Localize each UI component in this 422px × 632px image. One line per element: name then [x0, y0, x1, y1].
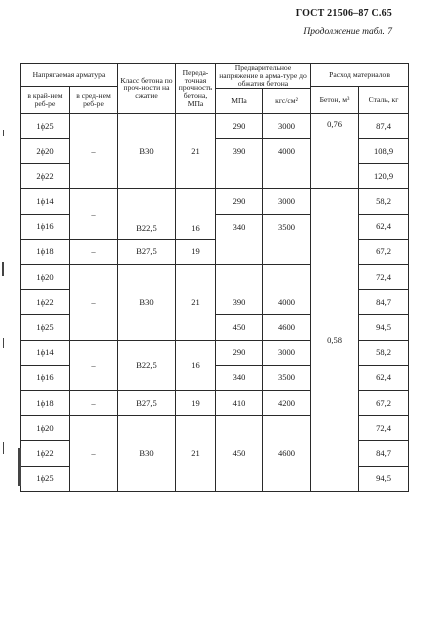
concrete-class-cell: В27,5: [118, 390, 176, 415]
steel-mass-cell: 58,2: [359, 340, 409, 365]
scan-margin-mark: [18, 448, 21, 486]
prestress-kgf-cell: [263, 265, 311, 290]
edge-rib-cell: 1ϕ20: [21, 416, 70, 441]
transfer-strength-cell: 16: [176, 189, 216, 239]
concrete-volume-cell: 0,76: [311, 113, 359, 189]
edge-rib-cell: 1ϕ18: [21, 239, 70, 264]
concrete-class-cell: В27,5: [118, 239, 176, 264]
header-mid-rib: в сред-нем реб-ре: [70, 87, 118, 114]
mid-rib-cell: –: [70, 390, 118, 415]
steel-mass-cell: 84,7: [359, 290, 409, 315]
prestress-mpa-cell: [216, 466, 263, 491]
table-row: [21, 113, 409, 138]
scan-margin-mark: [2, 262, 4, 276]
header-edge-rib: в край-нем реб-ре: [21, 87, 70, 114]
prestress-mpa-cell: 390: [216, 290, 263, 315]
edge-rib-cell: 1ϕ25: [21, 466, 70, 491]
header-kgf: кгс/см²: [263, 88, 311, 113]
mid-rib-cell: –: [70, 239, 118, 264]
edge-rib-cell: 1ϕ25: [21, 315, 70, 340]
header-prestress: Предварительное напряжение в арма-туре до обжатия бетона: [216, 64, 311, 89]
header-transfer-strength: Переда-точная прочность бетона, МПа: [176, 64, 216, 114]
prestress-mpa-cell: [216, 239, 263, 264]
prestress-mpa-cell: 340: [216, 214, 263, 239]
edge-rib-cell: 1ϕ16: [21, 214, 70, 239]
edge-rib-cell: 1ϕ20: [21, 265, 70, 290]
transfer-strength-cell: 16: [176, 340, 216, 390]
prestress-kgf-cell: 3000: [263, 113, 311, 138]
steel-mass-cell: 67,2: [359, 239, 409, 264]
steel-mass-cell: 62,4: [359, 365, 409, 390]
transfer-strength-cell: 21: [176, 416, 216, 492]
prestress-kgf-cell: 3500: [263, 214, 311, 239]
prestress-kgf-cell: 3000: [263, 189, 311, 214]
concrete-class-cell: В22,5: [118, 189, 176, 239]
header-reinforcement: Напрягаемая арматура: [21, 64, 118, 87]
scan-margin-mark: [3, 130, 4, 136]
edge-rib-cell: 1ϕ18: [21, 390, 70, 415]
steel-mass-cell: 67,2: [359, 390, 409, 415]
scan-margin-mark: [3, 338, 4, 348]
concrete-class-cell: В30: [118, 113, 176, 189]
edge-rib-cell: 1ϕ14: [21, 189, 70, 214]
prestress-kgf-cell: 4600: [263, 441, 311, 466]
prestress-mpa-cell: 290: [216, 113, 263, 138]
prestress-kgf-cell: [263, 239, 311, 264]
mid-rib-cell: –: [70, 340, 118, 390]
prestress-kgf-cell: 4600: [263, 315, 311, 340]
steel-mass-cell: 62,4: [359, 214, 409, 239]
edge-rib-cell: 1ϕ25: [21, 113, 70, 138]
header-steel-mass: Сталь, кг: [359, 87, 409, 114]
header-materials: Расход материалов: [311, 64, 409, 87]
concrete-class-cell: В22,5: [118, 340, 176, 390]
prestress-kgf-cell: 4200: [263, 390, 311, 415]
prestress-mpa-cell: 290: [216, 189, 263, 214]
prestress-kgf-cell: 3500: [263, 365, 311, 390]
mid-rib-cell: –: [70, 416, 118, 492]
prestress-kgf-cell: [263, 466, 311, 491]
transfer-strength-cell: 19: [176, 390, 216, 415]
header-mpa: МПа: [216, 88, 263, 113]
prestress-mpa-cell: 410: [216, 390, 263, 415]
steel-mass-cell: 84,7: [359, 441, 409, 466]
prestress-kgf-cell: 4000: [263, 139, 311, 164]
steel-mass-cell: 94,5: [359, 315, 409, 340]
steel-mass-cell: 120,9: [359, 164, 409, 189]
prestress-mpa-cell: 340: [216, 365, 263, 390]
prestress-mpa-cell: 290: [216, 340, 263, 365]
steel-mass-cell: 58,2: [359, 189, 409, 214]
document-code: ГОСТ 21506–87 С.65: [295, 8, 392, 19]
steel-mass-cell: 72,4: [359, 265, 409, 290]
prestress-mpa-cell: [216, 164, 263, 189]
edge-rib-cell: 1ϕ22: [21, 441, 70, 466]
steel-mass-cell: 72,4: [359, 416, 409, 441]
steel-mass-cell: 94,5: [359, 466, 409, 491]
edge-rib-cell: 1ϕ22: [21, 290, 70, 315]
scan-margin-mark: [3, 442, 4, 454]
specification-table: [20, 63, 409, 492]
prestress-kgf-cell: 3000: [263, 340, 311, 365]
concrete-class-cell: В30: [118, 416, 176, 492]
mid-rib-cell: –: [70, 189, 118, 239]
steel-mass-cell: 87,4: [359, 113, 409, 138]
mid-rib-cell: –: [70, 113, 118, 189]
concrete-class-cell: В30: [118, 265, 176, 341]
steel-mass-cell: 108,9: [359, 139, 409, 164]
prestress-kgf-cell: 4000: [263, 290, 311, 315]
transfer-strength-cell: 21: [176, 113, 216, 189]
prestress-mpa-cell: 390: [216, 139, 263, 164]
header-concrete-class: Класс бетона по проч-ности на сжатие: [118, 64, 176, 114]
header-concrete-volume: Бетон, м³: [311, 87, 359, 114]
edge-rib-cell: 2ϕ22: [21, 164, 70, 189]
edge-rib-cell: 1ϕ16: [21, 365, 70, 390]
transfer-strength-cell: 21: [176, 265, 216, 341]
transfer-strength-cell: 19: [176, 239, 216, 264]
concrete-volume-cell: 0,58: [311, 189, 359, 491]
prestress-kgf-cell: [263, 164, 311, 189]
prestress-mpa-cell: [216, 416, 263, 441]
prestress-mpa-cell: 450: [216, 441, 263, 466]
table-continuation-label: Продолжение табл. 7: [303, 27, 392, 37]
mid-rib-cell: –: [70, 265, 118, 341]
prestress-kgf-cell: [263, 416, 311, 441]
table-row: [21, 189, 409, 214]
prestress-mpa-cell: [216, 265, 263, 290]
edge-rib-cell: 2ϕ20: [21, 139, 70, 164]
prestress-mpa-cell: 450: [216, 315, 263, 340]
edge-rib-cell: 1ϕ14: [21, 340, 70, 365]
